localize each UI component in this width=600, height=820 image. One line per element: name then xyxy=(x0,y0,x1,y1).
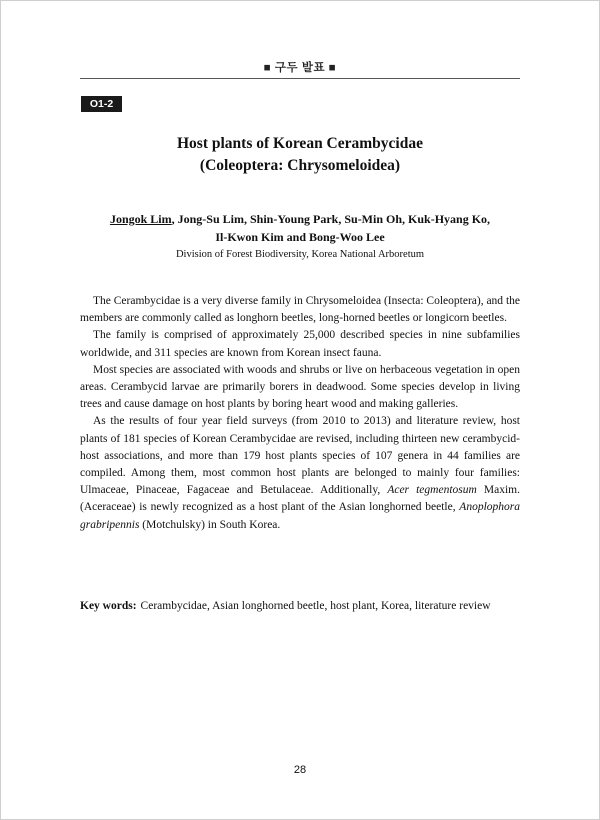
session-badge: O1-2 xyxy=(81,96,122,112)
authors-line-1 xyxy=(80,210,520,228)
co-authors-line-1: , Jong-Su Lim, Shin-Young Park, Su-Min Oh, Kuk-Hyang Ko, xyxy=(171,212,491,226)
authors-line-2: Il-Kwon Kim and Bong-Woo Lee xyxy=(215,230,385,244)
author-list xyxy=(80,210,520,246)
abstract-paragraph: Most species are associated with woods and shrubs or live on herbaceous vegetation in open areas. Cerambycid larvae are primarily borers in deadwood. Some species develop in living trees and cause damage on host plants by boring heart wood and making galleries. xyxy=(80,363,520,411)
abstract-body xyxy=(80,293,520,534)
paper-title xyxy=(80,133,520,177)
page-number: 28 xyxy=(293,764,307,776)
keywords-label: Key words: xyxy=(80,600,137,612)
abstract-text: As the results of four year field surveys (from 2010 to 2013) and literature review, host plants of 181 species of Korean Cerambycidae are revised, including thirteen new cerambycid-host associations, and more than 179 host plants species of 107 genera in 44 families are compiled. Among them, most common host plants are belonged to mainly four families: Ulmaceae, Pinaceae, Fagaceae and Betulaceae. Additionally, xyxy=(80,415,520,497)
title-line-2: (Coleoptera: Chrysomeloidea) xyxy=(199,157,401,174)
affiliation: Division of Forest Biodiversity, Korea National Arboretum xyxy=(175,249,425,260)
abstract-paragraph: The Cerambycidae is a very diverse family in Chrysomeloidea (Insecta: Coleoptera), and the members are commonly called as longhorn beetles, long-horned beetles or longicorn beetles. xyxy=(80,295,520,325)
header-divider xyxy=(80,78,520,79)
abstract-paragraph: The family is comprised of approximately 25,000 described species in nine subfamilies worldwide, and 311 species are known from Korean insect fauna. xyxy=(80,329,520,359)
keywords-text: Cerambycidae, Asian longhorned beetle, host plant, Korea, literature review xyxy=(140,600,491,612)
keywords xyxy=(80,598,520,615)
title-line-1: Host plants of Korean Cerambycidae xyxy=(177,135,423,152)
section-header: ■ 구두 발표 ■ xyxy=(263,62,337,74)
abstract-paragraph xyxy=(80,413,520,533)
species-name: Acer tegmentosum xyxy=(387,484,477,497)
abstract-text: Maxim. (Aceraceae) is newly recognized as a host plant of the Asian longhorned beetle, xyxy=(80,484,520,514)
presenting-author: Jongok Lim xyxy=(109,212,172,226)
abstract-text: (Motchulsky) in South Korea. xyxy=(139,518,281,531)
species-name: Anoplophora grabripennis xyxy=(80,501,520,531)
